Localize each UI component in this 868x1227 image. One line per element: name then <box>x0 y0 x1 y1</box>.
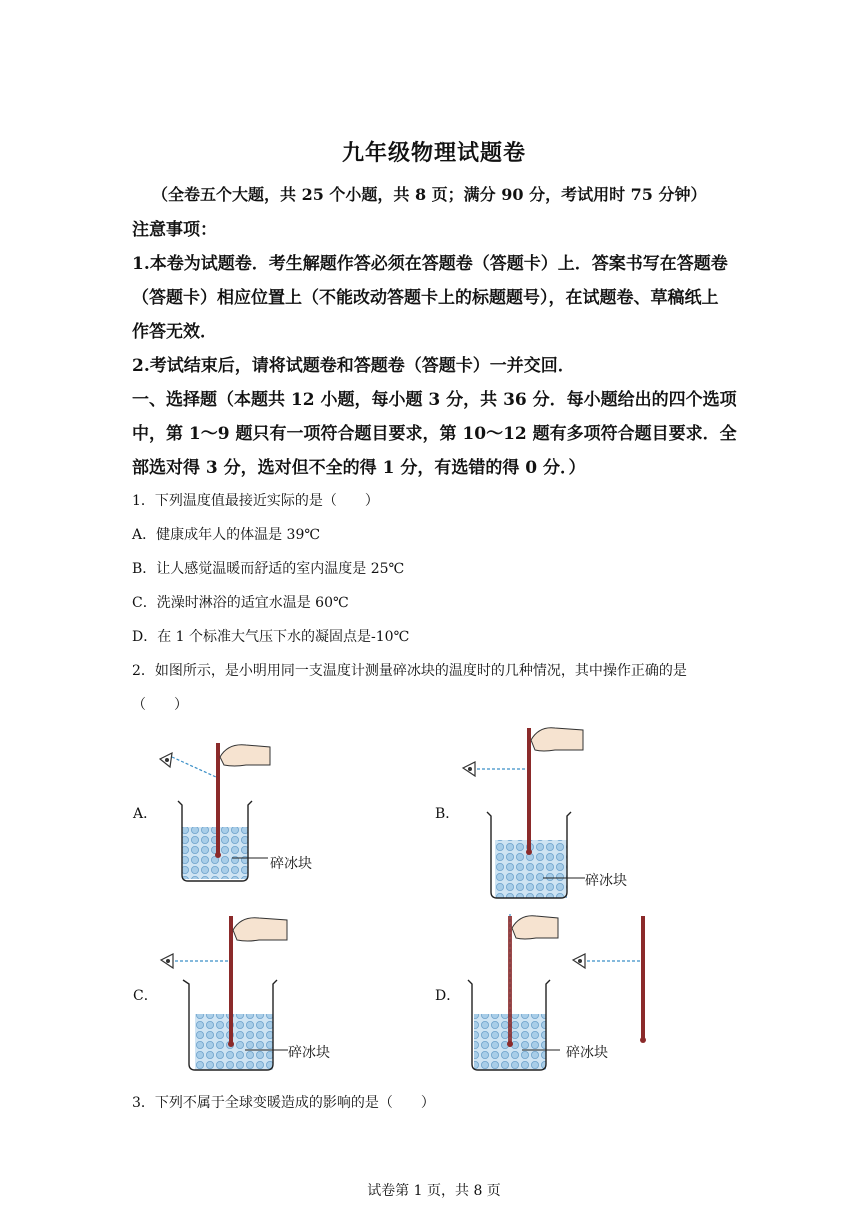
notice-heading: 注意事项： <box>132 220 217 240</box>
q1-option-d: D．在 1 个标准大气压下水的凝固点是-10℃ <box>132 629 410 645</box>
figure-a-label: A． <box>133 806 158 822</box>
sightline <box>172 757 216 777</box>
page-footer: 试卷第 1 页，共 8 页 <box>367 1183 501 1199</box>
exam-info: （全卷五个大题，共 25 个小题，共 8 页；满分 90 分，考试用时 75 分钟） <box>152 185 707 204</box>
figure-d-thermometer-diagram <box>460 910 560 1075</box>
notice-item2: 2.考试结束后，请将试题卷和答题卷（答题卡）一并交回． <box>132 356 575 376</box>
eye-icon <box>573 954 585 968</box>
q1-option-c: C．洗澡时淋浴的适宜水温是 60℃ <box>132 595 349 611</box>
notice-item1-line3: 作答无效． <box>132 322 217 342</box>
eye-icon <box>463 762 475 776</box>
hand-icon <box>531 728 583 751</box>
hand-icon <box>512 916 558 939</box>
figure-b-label: B． <box>435 806 460 822</box>
page-title: 九年级物理试题卷 <box>341 140 526 166</box>
figure-b-ice-label: 碎冰块 <box>585 873 627 889</box>
section1-line3: 部选对得 3 分，选对但不全的得 1 分，有选错的得 0 分．） <box>132 458 586 478</box>
figure-c-thermometer-diagram <box>155 910 300 1075</box>
q3-stem: 3．下列不属于全球变暖造成的影响的是（ ） <box>132 1095 435 1111</box>
figure-a-ice-label: 碎冰块 <box>270 856 312 872</box>
section1-line1: 一、选择题（本题共 12 小题，每小题 3 分，共 36 分．每小题给出的四个选项 <box>132 390 737 410</box>
ice-cubes <box>182 827 248 879</box>
thermometer <box>229 916 233 1044</box>
figure-c-ice-label: 碎冰块 <box>288 1045 330 1061</box>
q1-stem: 1．下列温度值最接近实际的是（ ） <box>132 493 379 509</box>
thermometer <box>527 728 531 852</box>
figure-a-thermometer-diagram <box>150 735 280 885</box>
ice-cubes <box>195 1014 273 1070</box>
figure-c-label: C． <box>133 988 158 1004</box>
eye-icon <box>160 753 172 767</box>
q1-option-a: A．健康成年人的体温是 39℃ <box>132 527 321 543</box>
thermometer <box>508 916 512 1044</box>
figure-b-thermometer-diagram <box>455 722 595 902</box>
figure-d-reading-diagram <box>565 910 655 1050</box>
q1-option-b: B．让人感觉温暖而舒适的室内温度是 25℃ <box>132 561 405 577</box>
section1-line2: 中，第 1～9 题只有一项符合题目要求，第 10～12 题有多项符合题目要求．全 <box>132 424 737 444</box>
hand-icon <box>233 918 287 941</box>
q2-stem-line1: 2．如图所示，是小明用同一支温度计测量碎冰块的温度时的几种情况，其中操作正确的是 <box>132 663 687 679</box>
q2-stem-line2: （ ） <box>132 697 188 713</box>
notice-item1-line1: 1.本卷为试题卷．考生解题作答必须在答题卷（答题卡）上．答案书写在答题卷 <box>132 254 728 274</box>
eye-icon <box>161 954 173 968</box>
thermometer <box>216 743 220 855</box>
notice-item1-line2: （答题卡）相应位置上（不能改动答题卡上的标题题号），在试题卷、草稿纸上 <box>132 288 719 308</box>
figure-d-ice-label: 碎冰块 <box>566 1045 608 1061</box>
hand-icon <box>220 745 270 766</box>
thermometer <box>641 916 645 1040</box>
figure-d-label: D． <box>435 988 461 1004</box>
